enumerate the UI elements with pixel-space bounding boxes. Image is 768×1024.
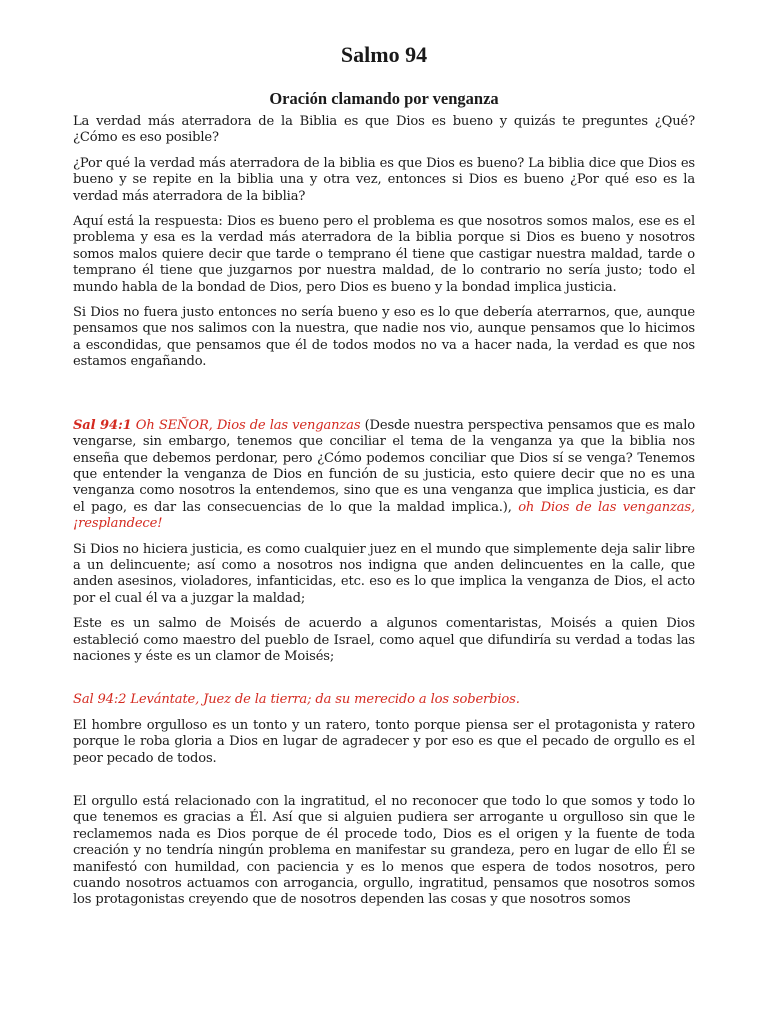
intro-paragraph: Si Dios no fuera justo entonces no sería bueno y eso es lo que debería aterrarnos, que, aunque pensamos que nos salimos con la nuestra, que nadie nos vio, aunque pensamos que lo hicimos a escondidas, que pensamos que él de todos modos no va a hacer nada, la verdad es que nos estamos engañando.	[73, 305, 695, 370]
verse-1-text-b: oh Dios de las venganzas, ¡resplandece!	[73, 499, 695, 532]
verse-1-commentary-paragraph: Si Dios no hiciera justicia, es como cualquier juez en el mundo que simplemente deja salir libre a un delincuente; así como a nosotros nos indigna que anden delincuentes en la calle, que anden asesinos, violadores, infanticidas, etc. eso es lo que implica la venganza de Dios, el acto por el cual él va a juzgar la maldad;	[73, 541, 695, 606]
verse-1-text-a: Oh SEÑOR, Dios de las venganzas	[131, 417, 361, 433]
spacer	[73, 776, 695, 794]
spacer	[73, 380, 695, 418]
intro-paragraph: Aquí está la respuesta: Dios es bueno pero el problema es que nosotros somos malos, ese es el problema y esa es la verdad más aterradora de la biblia porque si Dios es bueno y nosotros somos malos quiere decir que tarde o temprano él tiene que castigar nuestra maldad, tarde o temprano él tiene que juzgarnos por nuestra maldad, de lo contrario no sería justo; todo el mundo habla de la bondad de Dios, pero Dios es bueno y la bondad implica justicia.	[73, 214, 695, 295]
verse-2-text: Sal 94:2 Levántate, Juez de la tierra; da su merecido a los soberbios.	[73, 692, 520, 708]
verse-1-paragraph	[73, 418, 695, 533]
spacer	[73, 674, 695, 692]
verse-1-commentary: (Desde nuestra perspectiva pensamos que es malo vengarse, sin embargo, tenemos que conciliar el tema de la venganza ya que la biblia nos enseña que debemos perdonar, pero ¿Cómo podemos conciliar que Dios sí se venga? Tenemos que entender la venganza de Dios en función de su justicia, esto quiere decir que no es una venganza como nosotros la entendemos, sino que es una venganza que implica justicia, es dar el pago, es dar las consecuencias de lo que la maldad implica.),	[73, 417, 695, 515]
page-title: Salmo 94	[340, 42, 428, 67]
intro-paragraph: La verdad más aterradora de la Biblia es que Dios es bueno y quizás te preguntes ¿Qué? ¿Cómo es eso posible?	[73, 114, 695, 146]
page-subtitle: Oración clamando por venganza	[269, 89, 499, 108]
verse-2-commentary-paragraph: El hombre orgulloso es un tonto y un ratero, tonto porque piensa ser el protagonista y ratero porque le roba gloria a Dios en lugar de agradecer y por eso es que el pecado de orgullo es el peor pecado de todos.	[73, 717, 695, 766]
verse-1-reference: Sal 94:1	[73, 417, 132, 433]
verse-1-commentary-paragraph: Este es un salmo de Moisés de acuerdo a algunos comentaristas, Moisés a quien Dios estableció como maestro del pueblo de Israel, como aquel que difundiría su verdad a todas las naciones y éste es un clamor de Moisés;	[73, 616, 695, 664]
verse-2-commentary-paragraph: El orgullo está relacionado con la ingratitud, el no reconocer que todo lo que somos y todo lo que tenemos es gracias a Él. Así que si alguien pudiera ser arrogante u orgulloso sin que le reclamemos nada es Dios porque de él procede todo, Dios es el origen y la fuente de toda creación y no tendría ningún problema en manifestar su grandeza, pero en lugar de ello Él se manifestó con humildad, con paciencia y es lo menos que espera de todos nosotros, pero cuando nosotros actuamos con arrogancia, orgullo, ingratitud, pensamos que nosotros somos los protagonistas creyendo que de nosotros dependen las cosas y que nosotros somos	[73, 794, 695, 908]
intro-paragraph: ¿Por qué la verdad más aterradora de la biblia es que Dios es bueno? La biblia dice que Dios es bueno y se repite en la biblia una y otra vez, entonces si Dios es bueno ¿Por qué eso es la verdad más aterradora de la biblia?	[73, 155, 695, 204]
